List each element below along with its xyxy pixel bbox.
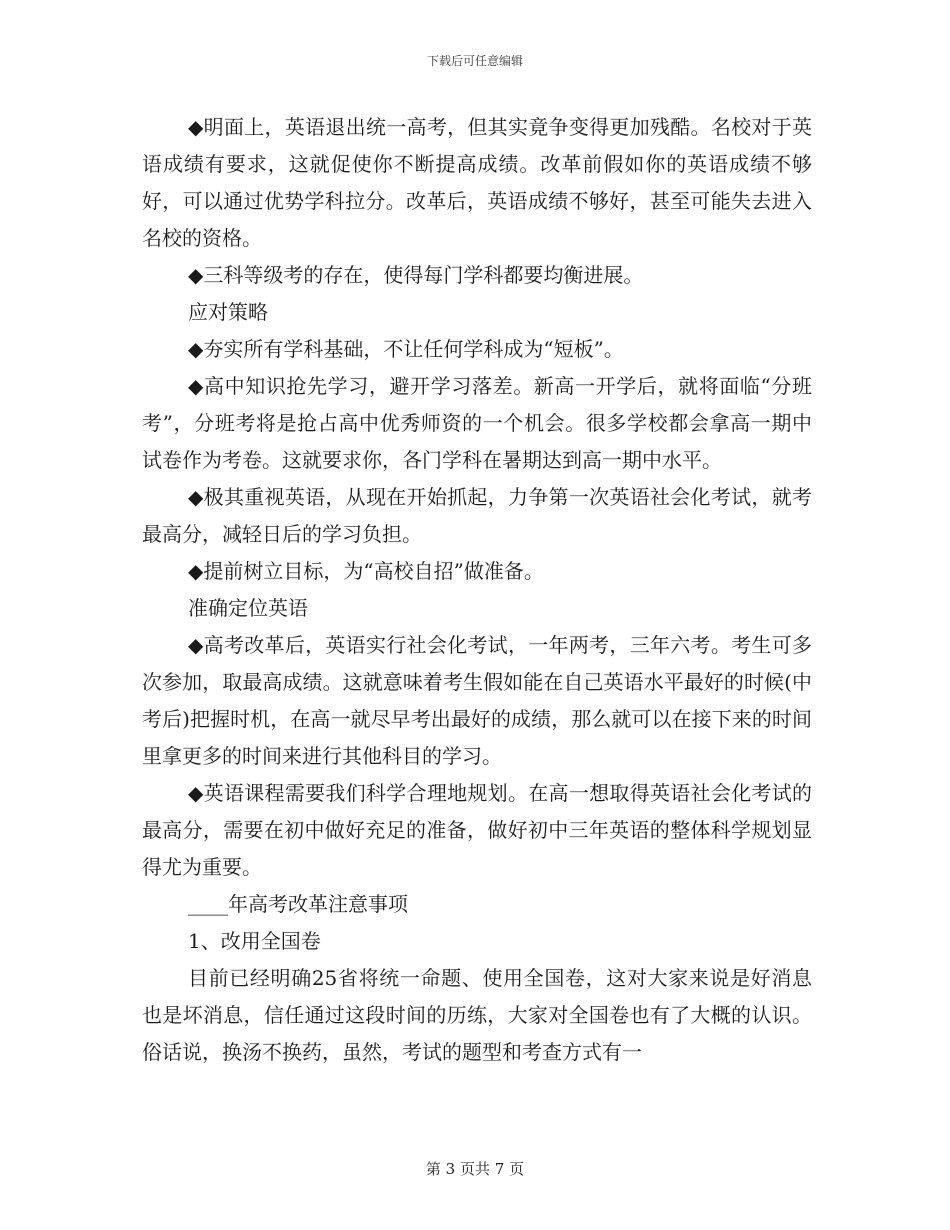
heading-national-paper: 1、改用全国卷 [188, 929, 321, 953]
page-header: 下载后可任意编辑 [426, 54, 523, 68]
paragraph-value-english: ◆极其重视英语，从现在开始抓起，力争第一次英语社会化考试，就考最高分，减轻日后的学习负担。 [142, 485, 812, 546]
document-body [142, 109, 812, 1071]
page-number-footer: 第 3 页共 7 页 [425, 1160, 525, 1178]
heading-reform-notes: ____年高考改革注意事项 [188, 892, 408, 916]
paragraph-set-goals: ◆提前树立目标，为“高校自招”做准备。 [188, 559, 544, 583]
paragraph-solid-foundation: ◆夯实所有学科基础，不让任何学科成为“短板”。 [188, 337, 624, 361]
paragraph-learn-ahead: ◆高中知识抢先学习，避开学习落差。新高一开学后，就将面临“分班考”，分班考将是抢占高中优秀师资的一个机会。很多学校都会拿高一期中试卷作为考卷。这就要求你，各门学科在暑期达到高一期中水平。 [142, 374, 812, 472]
paragraph-three-subject-exam: ◆三科等级考的存在，使得每门学科都要均衡进展。 [188, 263, 644, 287]
paragraph-national-paper: 目前已经明确25省将统一命题、使用全国卷，这对大家来说是好消息也是坏消息，信任通过这段时间的历练，大家对全国卷也有了大概的认识。俗话说，换汤不换药，虽然，考试的题型和考查方式有一 [142, 966, 812, 1064]
heading-coping-strategy: 应对策略 [188, 300, 268, 324]
paragraph-english-planning: ◆英语课程需要我们科学合理地规划。在高一想取得英语社会化考试的最高分，需要在初中做好充足的准备，做好初中三年英语的整体科学规划显得尤为重要。 [142, 781, 812, 879]
paragraph-english-social-exam: ◆高考改革后，英语实行社会化考试，一年两考，三年六考。考生可多次参加，取最高成绩。这就意味着考生假如能在自己英语水平最好的时候(中考后)把握时机，在高一就尽早考出最好的成绩，那么就可以在接下来的时间里拿更多的时间来进行其他科目的学习。 [142, 633, 812, 768]
heading-position-english: 准确定位英语 [188, 596, 308, 620]
paragraph-english-exit-exam: ◆明面上，英语退出统一高考，但其实竟争变得更加残酷。名校对于英语成绩有要求，这就促使你不断提高成绩。改革前假如你的英语成绩不够好，可以通过优势学科拉分。改革后，英语成绩不够好，甚至可能失去进入名校的资格。 [142, 115, 812, 250]
